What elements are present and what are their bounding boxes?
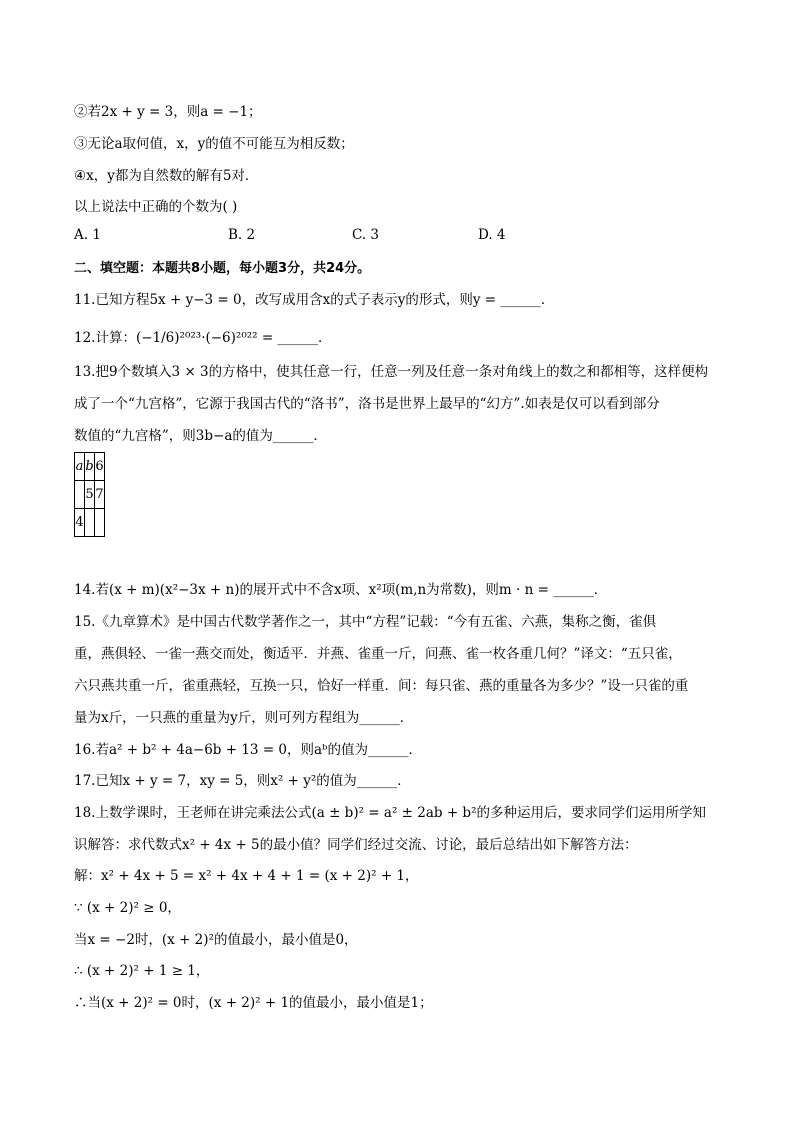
choice-c: C. 3 [352,227,380,243]
text-line-q12: 12.计算：(−1/6)²⁰²³·(−6)²⁰²² = ______． [74,330,332,346]
text-line-q18-sol-3: 当x = −2时，(x + 2)²的值最小，最小值是0， [74,932,358,948]
text-line-q13-l3: 数值的“九宫格”，则3b−a的值为______． [74,428,327,444]
grid-cell [75,481,85,509]
text-line-q18-sol-5: ∴当(x + 2)² = 0时，(x + 2)² + 1的值最小，最小值是1； [74,995,433,1011]
grid-cell: 4 [75,509,85,537]
text-line-q15-l1: 15.《九章算术》是中国古代数学著作之一，其中“方程”记载：“今有五雀、六燕，集称之衡，雀俱 [74,614,657,630]
text-line-q13-l1: 13.把9个数填入3 × 3的方格中，使其任意一行，任意一列及任意一条对角线上的数之和都相等，这样便构 [74,364,709,380]
text-line-q13-l2: 成了一个“九宫格”，它源于我国古代的“洛书”，洛书是世界上最早的“幻方”.如表是仅可以看到部分 [74,396,660,412]
text-line-q14: 14.若(x + m)(x²−3x + n)的展开式中不含x项、x²项(m,n为常数)，则m · n = ______． [74,582,608,598]
choice-b: B. 2 [228,227,256,243]
grid-cell [95,509,105,537]
text-line-q15-l4: 量为x斤，一只燕的重量为y斤，则可列方程组为______． [74,710,414,726]
grid-cell: a [75,453,85,481]
text-line-q18-l2: 识解答：求代数式x² + 4x + 5的最小值？同学们经过交流、讨论，最后总结出如下解答方法： [74,837,638,853]
text-line-q10-stmt-2: ②若2x + y = 3，则a = −1； [74,104,262,120]
text-line-q18-sol-1: 解：x² + 4x + 5 = x² + 4x + 4 + 1 = (x + 2)² + 1， [74,868,419,884]
grid-cell: 6 [95,453,105,481]
text-line-q11: 11.已知方程5x + y−3 = 0，改写成用含x的式子表示y的形式，则y = ______． [74,292,555,308]
text-line-q18-sol-4: ∴ (x + 2)² + 1 ≥ 1， [74,963,210,979]
choice-a: A. 1 [74,227,101,243]
table-row [75,509,105,537]
table-row [75,453,105,481]
text-line-q15-l2: 重，燕俱轻、一雀一燕交而处，衡适平．并燕、雀重一斤，问燕、雀一枚各重几何？”译文：“五只雀， [74,646,682,662]
grid-cell: 7 [95,481,105,509]
text-line-q10-stmt-4: ④x，y都为自然数的解有5对． [74,168,259,184]
text-line-q10-stmt-3: ③无论a取何值，x，y的值不可能互为相反数； [74,136,354,152]
q10-choices [74,227,674,247]
section-title-fill-in: 二、填空题：本题共8小题，每小题3分，共24分。 [74,261,371,276]
choice-d: D. 4 [478,227,506,243]
magic-square-table [74,452,105,537]
text-line-q18-sol-2: ∵ (x + 2)² ≥ 0， [74,900,181,916]
text-line-q10-prompt: 以上说法中正确的个数为( ) [74,199,238,215]
text-line-q18-l1: 18.上数学课时，王老师在讲完乘法公式(a ± b)² = a² ± 2ab + b²的多种运用后，要求同学们运用所学知 [74,805,706,821]
table-row [75,481,105,509]
grid-cell: b [85,453,95,481]
text-line-q17: 17.已知x + y = 7，xy = 5，则x² + y²的值为______． [74,773,411,789]
grid-cell: 5 [85,481,95,509]
text-line-q16: 16.若a² + b² + 4a−6b + 13 = 0，则aᵇ的值为______． [74,742,422,758]
text-line-q15-l3: 六只燕共重一斤，雀重燕轻，互换一只，恰好一样重．间：每只雀、燕的重量各为多少？”设一只雀的重 [74,678,689,694]
grid-cell [85,509,95,537]
